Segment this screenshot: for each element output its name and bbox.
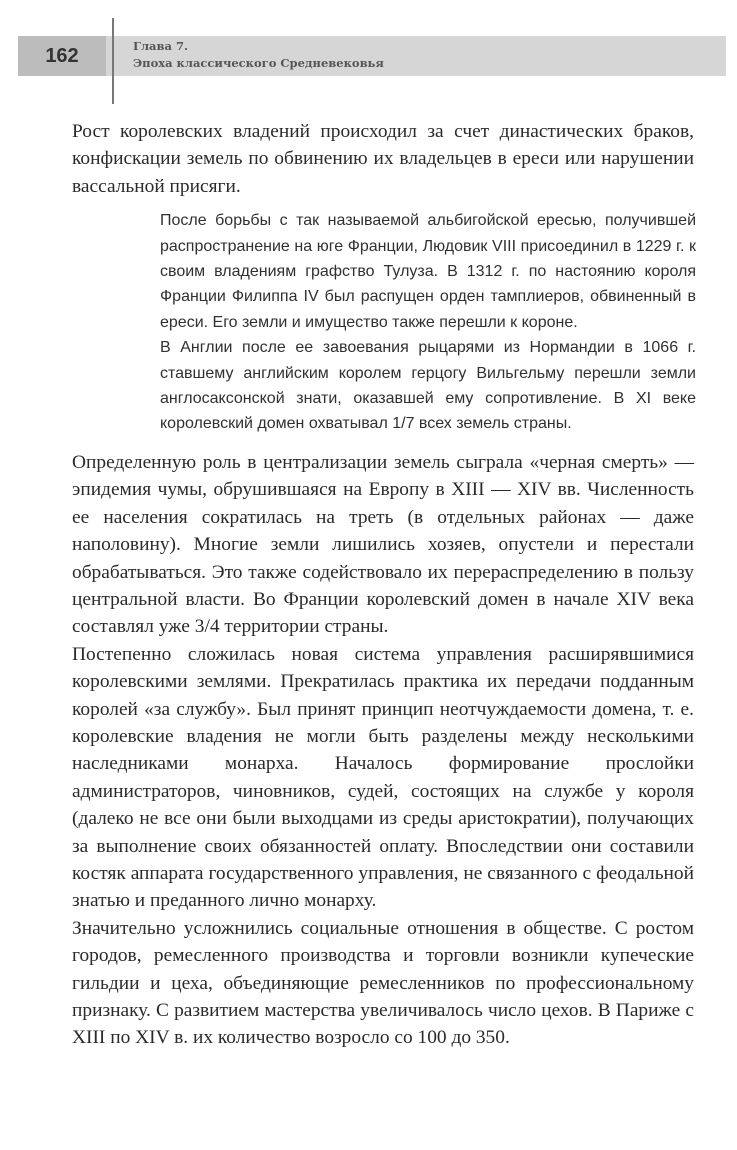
inset-paragraph: В Англии после ее завоевания рыцарями из Нормандии в 1066 г. ставшему английским королем герцогу Вильгельму перешли земли англосаксонской знати, оказавшей ему сопротивление. В XI веке королевский домен охватывал 1/7 всех земель страны. bbox=[160, 339, 696, 433]
paragraph: Постепенно сложилась новая система управления расширявшимися королевскими землями. Прекратилась практика их передачи подданным королей «за службу». Был принят принцип неотчуждаемости домена, т. е. королевские владения не могли быть разделены между несколькими наследниками монарха. Началось формирование прослойки администраторов, чиновников, судей, состоящих на службе у короля (далеко не все они были выходцами из среды аристократии), получающих за выполнение своих обязанностей оплату. Впоследствии они составили костяк аппарата государственного управления, не связанного с феодальной знатью и преданного лично монарху. bbox=[72, 643, 694, 912]
paragraph-intro: Рост королевских владений происходил за счет династических браков, конфискации земель по обвинению их владельцев в ереси или нарушении вассальной присяги. bbox=[72, 121, 694, 197]
header-divider bbox=[112, 18, 114, 104]
inset-paragraph: После борьбы с так называемой альбигойской ересью, получившей распространение на юге Франции, Людовик VIII присоединил в 1229 г. к своим владениям графство Тулуза. В 1312 г. по настоянию короля Франции Филиппа IV был распущен орден тамплиеров, обвиненный в ереси. Его земли и имущество также перешли к короне. bbox=[160, 212, 696, 331]
page-body bbox=[72, 118, 694, 1052]
chapter-title: Эпоха классического Средневековья bbox=[133, 56, 384, 70]
page-number: 162 bbox=[18, 36, 106, 76]
chapter-label: Глава 7. bbox=[133, 39, 188, 53]
inset-text-block bbox=[160, 208, 696, 437]
paragraph: Значительно усложнились социальные отношения в обществе. С ростом городов, ремесленного производства и торговли возникли купеческие гильдии и цеха, объединяющие ремесленников по профессиональному признаку. С развитием мастерства увеличивалось число цехов. В Париже с XIII по XIV в. их количество возросло со 100 до 350. bbox=[72, 917, 694, 1049]
paragraph: Определенную роль в централизации земель сыграла «черная смерть» — эпидемия чумы, обрушившаяся на Европу в XIII — XIV вв. Численность ее населения сократилась на треть (в отдельных районах — даже наполовину). Многие земли лишились хозяев, опустели и перестали обрабатываться. Это также содействовало их перераспределению в пользу центральной власти. Во Франции королевский домен в начале XIV века составлял уже 3/4 территории страны. bbox=[72, 451, 694, 638]
